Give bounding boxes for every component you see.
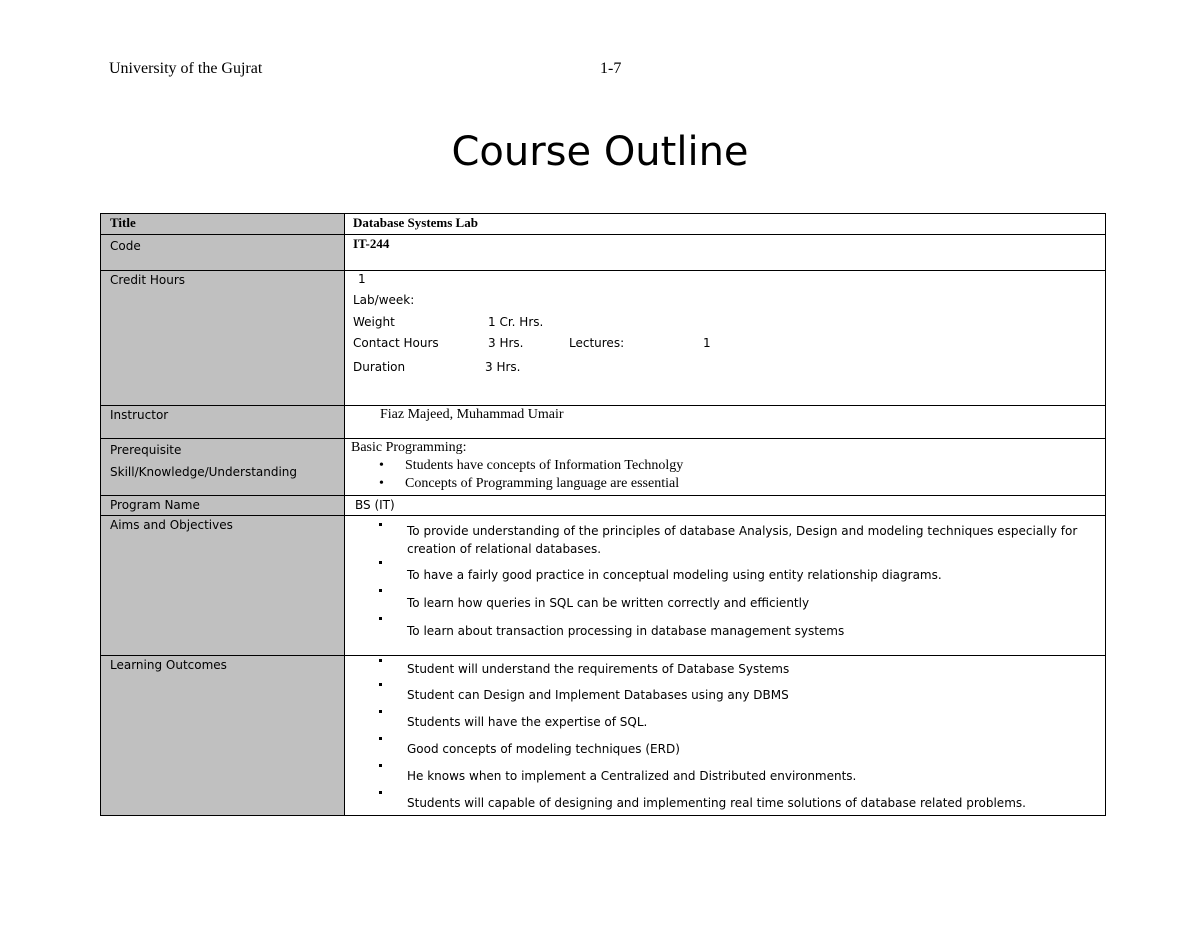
learning-outcomes-value: [345, 656, 1106, 815]
bullet-icon: [379, 683, 382, 686]
aims-objectives-value: [345, 516, 1106, 655]
outcome-text: He knows when to implement a Centralized and Distributed environments.: [407, 769, 857, 783]
row-instructor: [101, 406, 1106, 439]
list-item: [345, 794, 1091, 814]
instructor-value: Fiaz Majeed, Muhammad Umair: [345, 406, 1106, 438]
row-aims-objectives: [101, 516, 1106, 656]
lectures-value: 1: [703, 336, 711, 350]
outcome-text: Good concepts of modeling techniques (ERD): [407, 742, 680, 756]
header-institution: University of the Gujrat: [109, 60, 263, 77]
list-item: [345, 740, 1091, 767]
bullet-icon: [379, 523, 382, 526]
outcome-text: Students will have the expertise of SQL.: [407, 715, 648, 729]
weight-label: Weight: [353, 315, 395, 329]
list-item: [345, 713, 1091, 740]
list-item: [345, 622, 1091, 646]
bullet-icon: [379, 617, 382, 620]
prerequisite-label-line1: Prerequisite: [110, 443, 182, 457]
list-item: [345, 686, 1091, 713]
program-name-label: Program Name: [101, 496, 345, 515]
code-label: Code: [101, 235, 345, 270]
page-title: Course Outline: [451, 129, 749, 175]
duration-value: 3 Hrs.: [485, 360, 521, 374]
outcome-text: Student will understand the requirements of Database Systems: [407, 662, 790, 676]
aim-text: To provide understanding of the principles of database Analysis, Design and modeling techniques especially for creation of relational databases.: [407, 524, 1078, 556]
list-item: [345, 660, 1091, 686]
aims-list: [345, 522, 1091, 646]
prerequisite-label-line2: Skill/Knowledge/Understanding: [110, 465, 298, 479]
row-prerequisite: [101, 439, 1106, 496]
outcome-text: Students will capable of designing and implementing real time solutions of database related problems.: [407, 796, 1026, 810]
aim-text: To learn about transaction processing in database management systems: [407, 624, 845, 638]
title-value: Database Systems Lab: [345, 214, 1106, 234]
list-item: [345, 594, 1091, 622]
bullet-icon: [379, 561, 382, 564]
bullet-icon: [379, 659, 382, 662]
learning-outcomes-label: Learning Outcomes: [101, 656, 345, 815]
row-code: [101, 235, 1106, 271]
bullet-icon: [379, 764, 382, 767]
duration-label: Duration: [353, 360, 406, 374]
credit-hours-label: Credit Hours: [101, 271, 345, 405]
contact-hours-value: 3 Hrs.: [488, 336, 524, 350]
bullet-icon: •: [379, 458, 384, 473]
title-label: Title: [101, 214, 345, 234]
list-item: [345, 767, 1091, 794]
header-page-number: 1-7: [600, 60, 622, 77]
prerequisite-value: [345, 439, 1106, 495]
contact-hours-label: Contact Hours: [353, 336, 439, 350]
lab-week-label: Lab/week:: [353, 293, 415, 307]
outcome-text: Student can Design and Implement Databases using any DBMS: [407, 688, 789, 702]
code-value: IT-244: [345, 235, 1106, 270]
bullet-icon: [379, 791, 382, 794]
lectures-label: Lectures:: [569, 336, 625, 350]
aim-text: To have a fairly good practice in conceptual modeling using entity relationship diagrams.: [407, 568, 942, 582]
aim-text: To learn how queries in SQL can be written correctly and efficiently: [407, 596, 810, 610]
prerequisite-item-text: Concepts of Programming language are essential: [405, 476, 680, 491]
credit-hours-value: [345, 271, 1106, 405]
bullet-icon: •: [379, 476, 384, 491]
bullet-icon: [379, 710, 382, 713]
program-name-value: BS (IT): [345, 496, 1106, 515]
outcomes-list: [345, 660, 1091, 814]
list-item: [345, 522, 1091, 566]
row-learning-outcomes: [101, 656, 1106, 816]
row-credit-hours: [101, 271, 1106, 406]
prerequisite-item-text: Students have concepts of Information Technolgy: [405, 458, 684, 473]
prerequisite-list: [351, 457, 1105, 493]
bullet-icon: [379, 589, 382, 592]
row-title: [101, 214, 1106, 235]
prerequisite-label: [101, 439, 345, 495]
aims-objectives-label: Aims and Objectives: [101, 516, 345, 655]
list-item: [345, 566, 1091, 594]
course-outline-table: [100, 213, 1106, 816]
list-item: [351, 475, 1105, 493]
row-program-name: [101, 496, 1106, 516]
instructor-label: Instructor: [101, 406, 345, 438]
bullet-icon: [379, 737, 382, 740]
prerequisite-heading: Basic Programming:: [351, 440, 467, 455]
weight-value: 1 Cr. Hrs.: [488, 315, 544, 329]
list-item: [351, 457, 1105, 475]
credit-hours-number: 1: [358, 272, 366, 286]
